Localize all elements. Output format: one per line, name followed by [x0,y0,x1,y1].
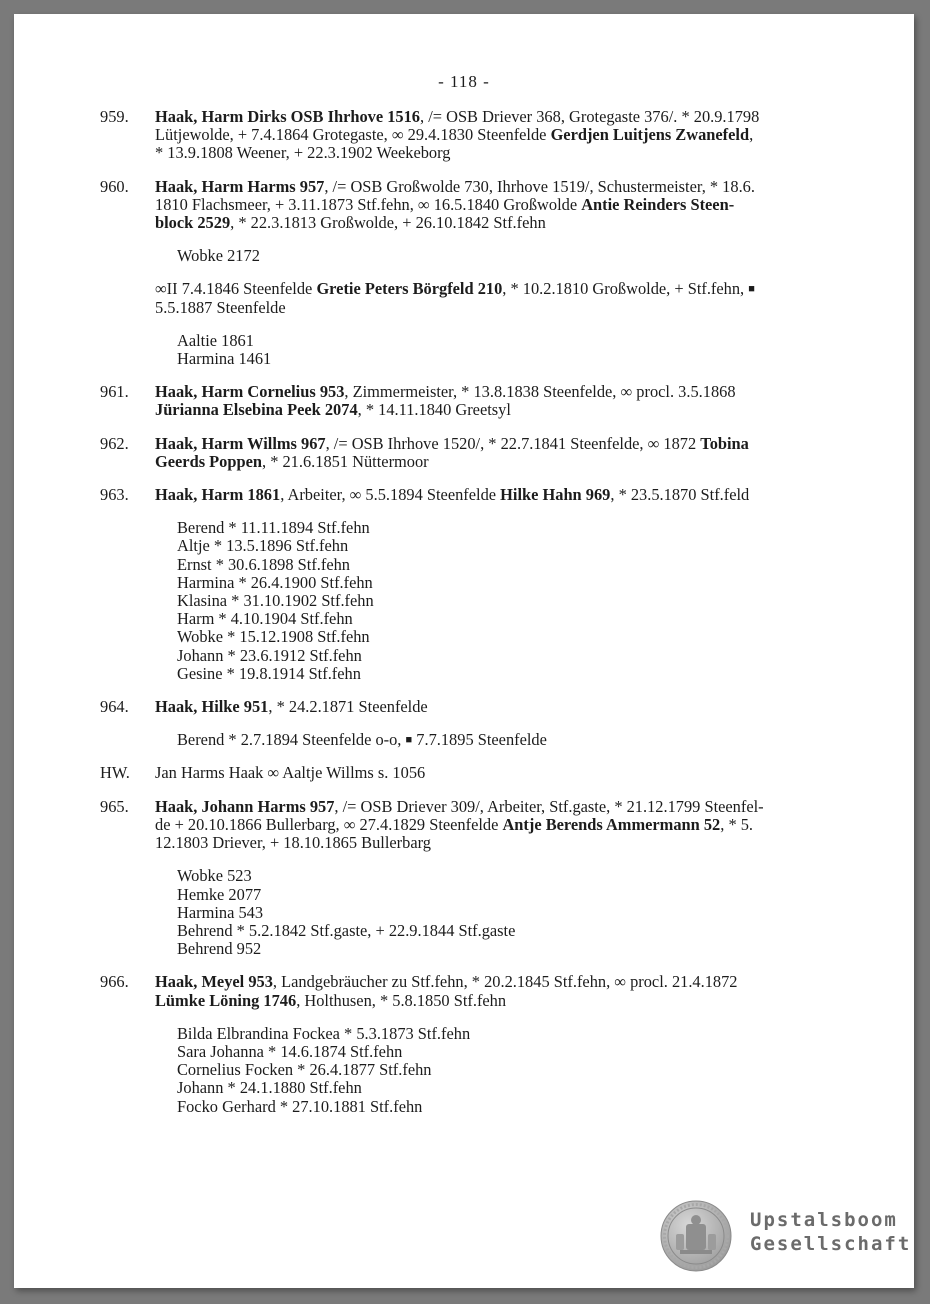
person-name: Haak, Johann Harms 957 [155,796,335,816]
entry-detail: Jan Harms Haak ∞ Aaltje Willms s. 1056 [155,763,426,783]
entry-text [155,698,880,716]
child-item: Wobke 2172 [177,246,260,266]
entry-number: 964. [100,697,129,717]
entry-number: 963. [100,485,129,505]
entry-detail: , * 5. [720,814,754,834]
entry-961 [100,383,880,419]
society-logo [660,1200,912,1276]
child-item: Harmina 1461 [177,349,272,369]
entry-detail: 1810 Flachsmeer, + 3.11.1873 Stf.fehn, ∞ 16.5.1840 Großwolde [155,194,582,214]
entry-text [155,108,880,163]
child-item: Harm * 4.10.1904 Stf.fehn [177,609,353,629]
entry-964 [100,698,880,749]
person-name: Haak, Meyel 953 [155,972,273,992]
child-item: Aaltie 1861 [177,330,254,350]
spouse-name: Gretie Peters Börgfeld 210 [316,279,503,299]
child-item: Behrend 952 [177,939,262,959]
entry-detail: , * 24.2.1871 Steenfelde [268,697,428,717]
child-item: Sara Johanna * 14.6.1874 Stf.fehn [177,1041,403,1061]
spouse-name: Jürianna Elsebina Peek 2074 [155,400,358,420]
entry-960 [100,178,880,369]
child-item: Wobke 523 [177,866,252,886]
entry-number: HW. [100,763,130,783]
entry-hw [100,764,880,782]
entry-detail: , * 22.3.1813 Großwolde, + 26.10.1842 Stf.fehn [230,213,546,233]
entry-text [155,486,880,504]
entry-text [155,435,880,471]
entry-number: 962. [100,433,129,453]
entry-number: 965. [100,796,129,816]
entry-text [155,973,880,1009]
spouse-name: Gerdjen Luitjens Zwanefeld [550,125,750,145]
children-list [177,867,880,958]
entry-detail: 12.1803 Driever, + 18.10.1865 Bullerbarg [155,833,431,853]
entry-963 [100,486,880,683]
entry-detail: , * 23.5.1870 Stf.feld [610,485,750,505]
entry-detail: , /= OSB Driever 309/, Arbeiter, Stf.gaste, * 21.12.1799 Steenfel- [334,796,764,816]
spouse-name: Antie Reinders Steen- [581,194,735,214]
children-list [177,332,880,368]
entry-detail: , Zimmermeister, * 13.8.1838 Steenfelde, ∞ procl. 3.5.1868 [344,382,736,402]
person-name: Haak, Harm 1861 [155,485,281,505]
burial-icon: ■ [748,283,755,296]
second-marriage [155,280,880,316]
children-list [177,247,880,265]
child-item [177,731,880,749]
seal-icon [660,1200,732,1272]
entry-966 [100,973,880,1115]
entry-text [155,798,880,853]
spouse-name: Antje Berends Ammermann 52 [502,814,721,834]
children-list [177,519,880,683]
person-name: Haak, Harm Harms 957 [155,176,325,196]
society-name-line1: Upstalsboom [750,1209,898,1231]
child-item: Focko Gerhard * 27.10.1881 Stf.fehn [177,1096,423,1116]
entry-detail: 5.5.1887 Steenfelde [155,297,286,317]
entry-number: 961. [100,382,129,402]
child-item: Johann * 23.6.1912 Stf.fehn [177,645,362,665]
child-item: Johann * 24.1.1880 Stf.fehn [177,1078,362,1098]
person-name: Haak, Harm Willms 967 [155,433,326,453]
entry-number: 966. [100,972,129,992]
spouse-name: Hilke Hahn 969 [500,485,611,505]
entry-962 [100,435,880,471]
children-list [177,1025,880,1116]
person-name: Haak, Harm Dirks OSB Ihrhove 1516 [155,107,421,126]
child-item: Klasina * 31.10.1902 Stf.fehn [177,591,374,611]
entry-detail: , Holthusen, * 5.8.1850 Stf.fehn [296,990,507,1010]
child-item: Cornelius Focken * 26.4.1877 Stf.fehn [177,1060,432,1080]
child-item: Harmina * 26.4.1900 Stf.fehn [177,572,373,592]
child-item: Harmina 543 [177,902,264,922]
society-name [750,1208,911,1256]
entry-text [155,178,880,233]
entry-detail: , /= OSB Ihrhove 1520/, * 22.7.1841 Steenfelde, ∞ 1872 [325,433,701,453]
child-item: Altje * 13.5.1896 Stf.fehn [177,536,349,556]
entry-detail: 7.7.1895 Steenfelde [412,730,547,750]
document-page [14,14,914,1288]
entry-detail: , * 10.2.1810 Großwolde, + Stf.fehn, [502,279,749,299]
entry-detail: , Landgebräucher zu Stf.fehn, * 20.2.1845 Stf.fehn, ∞ procl. 21.4.1872 [272,972,738,992]
burial-icon: ■ [405,734,413,747]
entry-detail: , Arbeiter, ∞ 5.5.1894 Steenfelde [280,485,501,505]
entry-detail: * 13.9.1808 Weener, + 22.3.1902 Weekeborg [155,143,451,163]
entry-detail: , * 21.6.1851 Nüttermoor [262,451,429,471]
content [100,108,880,1131]
person-name: Haak, Harm Cornelius 953 [155,382,345,402]
child-item: Behrend * 5.2.1842 Stf.gaste, + 22.9.1844 Stf.gaste [177,920,516,940]
entry-number: 960. [100,176,129,196]
entry-number: 959. [100,107,129,126]
child-item: Bilda Elbrandina Fockea * 5.3.1873 Stf.fehn [177,1023,471,1043]
children-list [177,731,880,749]
entry-detail: , /= OSB Driever 368, Grotegaste 376/. * 20.9.1798 [420,107,760,126]
page-number: - 118 - [438,72,490,91]
child-item: Hemke 2077 [177,884,262,904]
entry-text [155,764,880,782]
child-item: Berend * 11.11.1894 Stf.fehn [177,518,370,538]
spouse-name: Lümke Löning 1746 [155,990,297,1010]
child-item: Gesine * 19.8.1914 Stf.fehn [177,663,361,683]
person-name: Haak, Hilke 951 [155,697,269,717]
entry-959 [100,108,880,163]
entry-detail: , /= OSB Großwolde 730, Ihrhove 1519/, Schustermeister, * 18.6. [324,176,755,196]
entry-detail: de + 20.10.1866 Bullerbarg, ∞ 27.4.1829 Steenfelde [155,814,503,834]
child-item: Wobke * 15.12.1908 Stf.fehn [177,627,370,647]
spouse-name: Tobina [700,433,749,453]
entry-text [155,383,880,419]
spouse-name: block 2529 [155,213,231,233]
society-name-line2: Gesellschaft [750,1233,912,1255]
entry-detail: , [749,125,754,145]
entry-detail: ∞II 7.4.1846 Steenfelde [155,279,317,299]
entry-detail: Lütjewolde, + 7.4.1864 Grotegaste, ∞ 29.4.1830 Steenfelde [155,125,551,145]
spouse-name: Geerds Poppen [155,451,262,471]
entry-detail: Berend * 2.7.1894 Steenfelde o-o, [177,730,406,750]
child-item: Ernst * 30.6.1898 Stf.fehn [177,554,350,574]
entry-detail: , * 14.11.1840 Greetsyl [357,400,511,420]
entry-965 [100,798,880,959]
